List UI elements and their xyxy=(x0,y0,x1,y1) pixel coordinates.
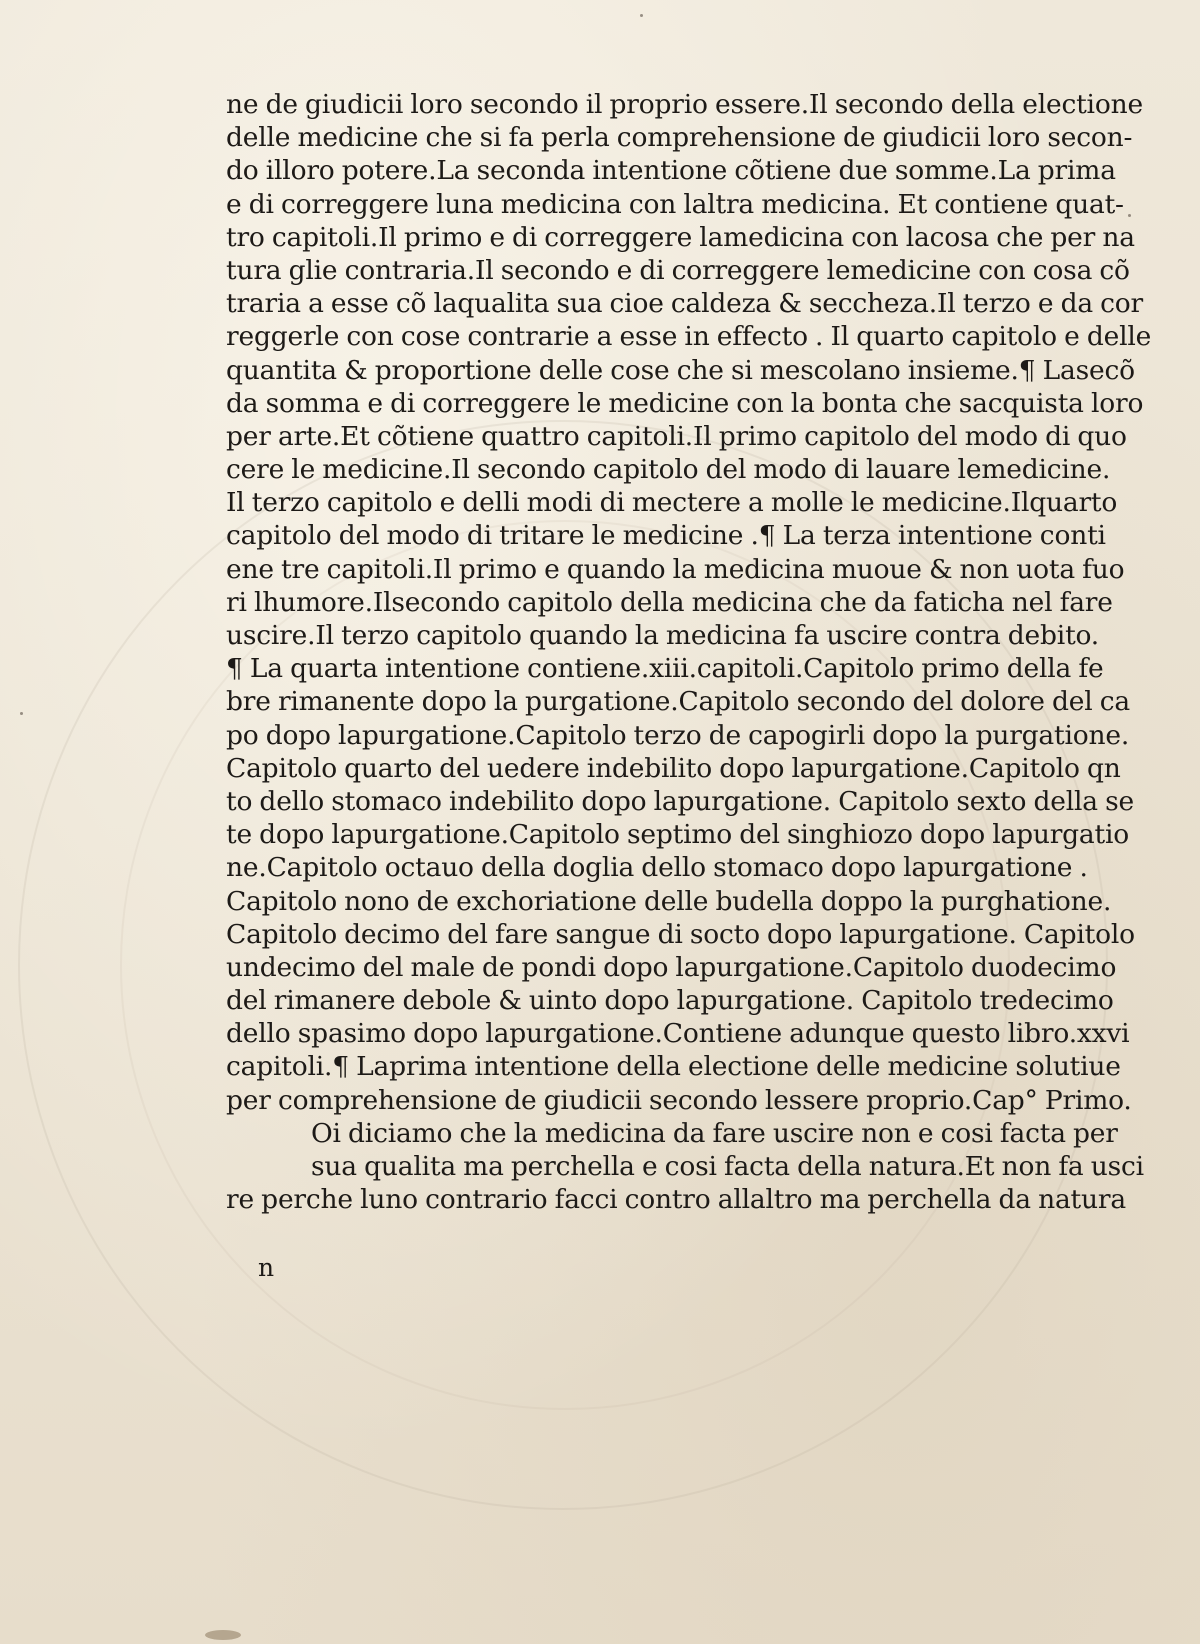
paper-stain xyxy=(205,1630,241,1640)
text-line: da somma e di correggere le medicine con la bonta che sacquista loro xyxy=(226,387,1144,419)
chapter-text-line: Oi diciamo che la medicina da fare uscire non e cosi facta per xyxy=(311,1117,1118,1149)
text-line: traria a esse cõ laqualita sua cioe caldeza & seccheza.Il terzo e da cor xyxy=(226,288,1144,320)
text-line: to dello stomaco indebilito dopo lapurgatione. Capitolo sexto della se xyxy=(226,785,1134,817)
text-line: ene tre capitoli.Il primo e quando la medicina muoue & non uota fuo xyxy=(226,553,1125,585)
text-line: dello spasimo dopo lapurgatione.Contiene adunque questo libro.xxvi xyxy=(226,1018,1130,1050)
text-line: capitolo del modo di tritare le medicine .¶ La terza intentione conti xyxy=(226,520,1106,552)
text-line: te dopo lapurgatione.Capitolo septimo del singhiozo dopo lapurgatio xyxy=(226,819,1130,851)
guide-letter: n xyxy=(258,1253,275,1282)
paper-speck xyxy=(20,712,23,715)
text-line: do illoro potere.La seconda intentione cõtiene due somme.La prima xyxy=(226,155,1116,187)
text-line: po dopo lapurgatione.Capitolo terzo de capogirli dopo la purgatione. xyxy=(226,719,1130,751)
text-line: capitoli.¶ Laprima intentione della electione delle medicine solutiue xyxy=(226,1051,1121,1083)
text-line: undecimo del male de pondi dopo lapurgatione.Capitolo duodecimo xyxy=(226,951,1117,983)
text-line: Capitolo decimo del fare sangue di socto dopo lapurgatione. Capitolo xyxy=(226,918,1135,950)
paper-speck xyxy=(640,14,643,17)
text-line: reggerle con cose contrarie a esse in effecto . Il quarto capitolo e delle xyxy=(226,321,1152,353)
text-line: delle medicine che si fa perla comprehensione de giudicii loro secon- xyxy=(226,122,1133,154)
text-line: Il terzo capitolo e delli modi di mectere a molle le medicine.Ilquarto xyxy=(226,487,1118,519)
text-line: bre rimanente dopo la purgatione.Capitolo secondo del dolore del ca xyxy=(226,686,1130,718)
text-line: ne.Capitolo octauo della doglia dello stomaco dopo lapurgatione . xyxy=(226,852,1088,884)
text-line: del rimanere debole & uinto dopo lapurgatione. Capitolo tredecimo xyxy=(226,985,1114,1017)
text-line: cere le medicine.Il secondo capitolo del modo di lauare lemedicine. xyxy=(226,454,1111,486)
paper-speck xyxy=(1128,214,1131,217)
text-line: ¶ La quarta intentione contiene.xiii.capitoli.Capitolo primo della fe xyxy=(226,653,1104,685)
text-line: per arte.Et cõtiene quattro capitoli.Il primo capitolo del modo di quo xyxy=(226,420,1127,452)
chapter-text-line: re perche luno contrario facci contro allaltro ma perchella da natura xyxy=(226,1184,1126,1216)
text-line: uscire.Il terzo capitolo quando la medicina fa uscire contra debito. xyxy=(226,620,1100,651)
text-line: ri lhumore.Ilsecondo capitolo della medicina che da faticha nel fare xyxy=(226,586,1113,618)
text-line: tura glie contraria.Il secondo e di correggere lemedicine con cosa cõ xyxy=(226,254,1130,286)
body-text xyxy=(226,88,1152,1216)
chapter-text-line: sua qualita ma perchella e cosi facta della natura.Et non fa usci xyxy=(311,1151,1144,1182)
text-line: quantita & proportione delle cose che si mescolano insieme.¶ Lasecõ xyxy=(226,354,1135,386)
text-line: ne de giudicii loro secondo il proprio essere.Il secondo della electione xyxy=(226,89,1143,120)
text-line: Capitolo quarto del uedere indebilito dopo lapurgatione.Capitolo qn xyxy=(226,752,1121,784)
text-line: Capitolo nono de exchoriatione delle budella doppo la purghatione. xyxy=(226,885,1112,917)
text-line: per comprehensione de giudicii secondo lessere proprio.Cap° Primo. xyxy=(226,1084,1132,1116)
text-line: e di correggere luna medicina con laltra medicina. Et contiene quat- xyxy=(226,188,1124,220)
text-line: tro capitoli.Il primo e di correggere lamedicina con lacosa che per na xyxy=(226,221,1135,253)
